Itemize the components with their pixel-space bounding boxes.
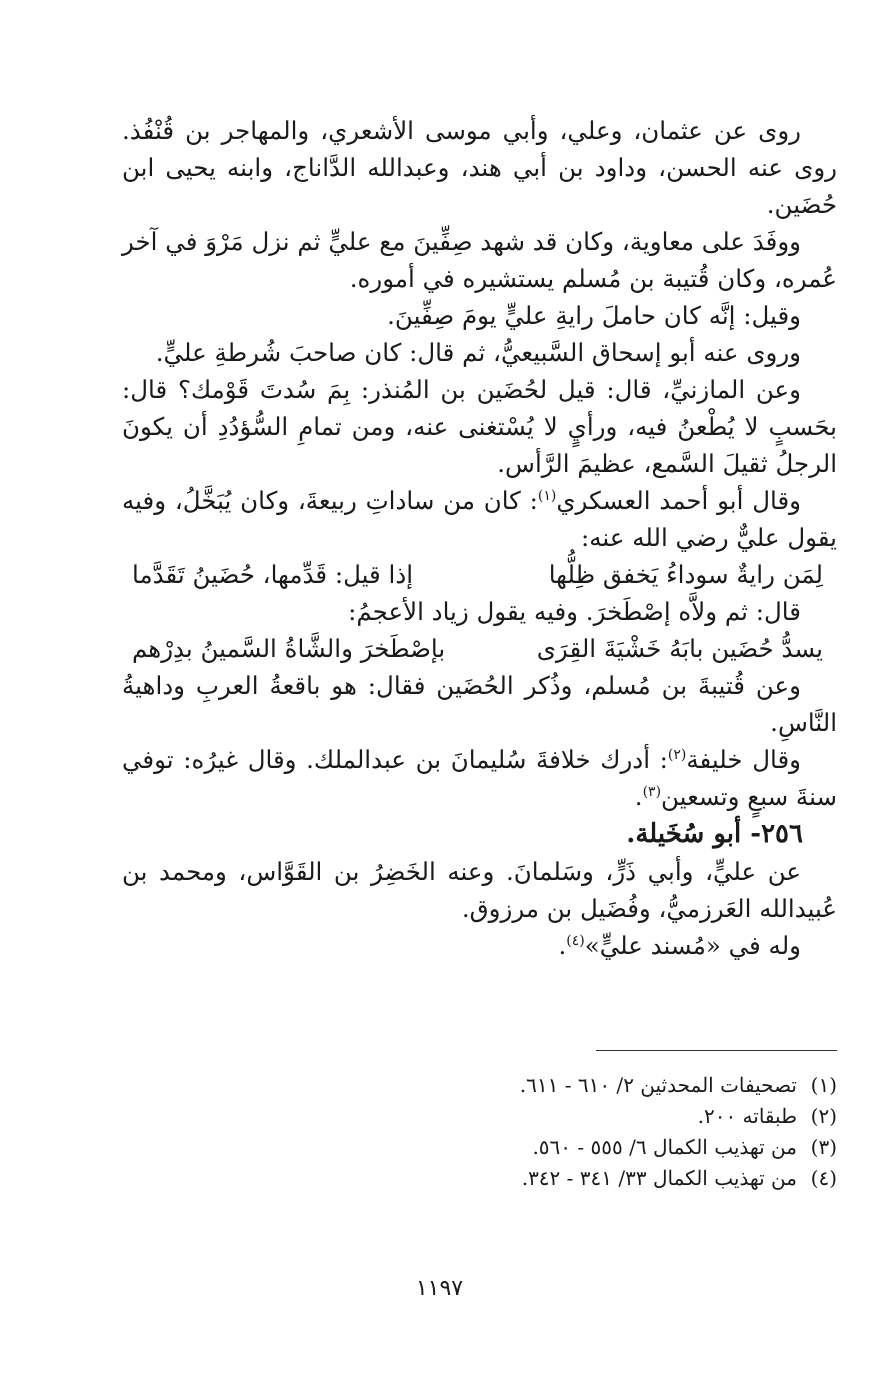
paragraph-banner <box>122 297 837 334</box>
paragraph-khalifa-text-2: : أدرك خلافةَ سُليمانَ بن عبدالملك. وقال غيرُه: توفي سنةَ سبعٍ وتسعين <box>122 745 837 811</box>
footnote-ref-4: (٤) <box>566 932 585 949</box>
paragraph-khalifa-text-1: وقال خليفة <box>686 745 801 774</box>
paragraph-muawiya-text: ووفَدَ على معاوية، وكان قد شهد صِفِّينَ مع عليٍّ ثم نزل مَرْوَ في آخر عُمره، وكان قُتيبة بن مُسلم يستشيره في أموره. <box>122 227 837 293</box>
paragraph-askari <box>122 482 837 556</box>
footnote-4-text: من تهذيب الكمال ٣٣/ ٣٤١ - ٣٤٢. <box>521 1166 797 1190</box>
entry-title: ٢٥٦- أبو سُخَيلة. <box>626 819 803 849</box>
footnote-ref-1: (١) <box>537 487 557 504</box>
paragraph-abu-sukhayla <box>122 853 837 927</box>
footnote-2-text: طبقاته ٢٠٠. <box>697 1104 797 1128</box>
paragraph-mazini-text: وعن المازنيِّ، قال: قيل لحُضَين بن المُنذر: بِمَ سُدتَ قَوْمك؟ قال: بحَسبٍ لا يُطْعنُ فيه، ورأيٍ لا يُسْتغنى عنه، ومن تمامِ السُّؤدُدِ أن يكونَ الرجلُ ثقيلَ السَّمع، عظيمَ الرَّأس. <box>122 375 837 478</box>
main-text <box>122 112 837 964</box>
paragraph-narrators <box>122 112 837 223</box>
paragraph-askari-text-1: وقال أبو أحمد العسكري <box>556 486 801 515</box>
footnote-2 <box>237 1101 837 1132</box>
verse-ziyad <box>122 630 837 667</box>
paragraph-banner-text: وقيل: إنَّه كان حاملَ رايةِ عليٍّ يومَ صِفِّينَ. <box>387 301 801 330</box>
footnote-3-text: من تهذيب الكمال ٦/ ٥٥٥ - ٥٦٠. <box>532 1135 797 1159</box>
paragraph-istakhr <box>122 593 837 630</box>
paragraph-qutayba-text: وعن قُتيبةَ بن مُسلم، وذُكر الحُضَين فقال: هو باقعةُ العربِ وداهيةُ النَّاسِ. <box>122 671 837 737</box>
paragraph-istakhr-text: قال: ثم ولاَّه إصْطَخرَ. وفيه يقول زياد الأعجمُ: <box>348 597 801 626</box>
footnote-1 <box>237 1070 837 1101</box>
verse-ali-first-hemistich: لِمَن رايةٌ سوداءُ يَخفق ظِلُّها <box>548 560 823 589</box>
verse-ziyad-second-hemistich: بإصْطَخرَ والشَّاةُ السَّمينُ بدِرْهم <box>132 634 446 663</box>
footnote-3 <box>237 1132 837 1163</box>
paragraph-musnad-text-2: . <box>558 931 567 960</box>
paragraph-abu-sukhayla-text: عن عليٍّ، وأبي ذَرٍّ، وسَلمانَ. وعنه الخَضِرُ بن القَوَّاس، ومحمد بن عُبيدالله العَرزميُّ، وفُضَيل بن مرزوق. <box>122 857 837 923</box>
footnote-4-number: (٤) <box>810 1166 837 1190</box>
footnote-4 <box>237 1163 837 1194</box>
verse-ali <box>122 556 837 593</box>
footnote-ref-3: (٣) <box>642 783 662 800</box>
paragraph-police <box>122 334 837 371</box>
page-number: ١١٩٧ <box>415 1276 464 1301</box>
footnote-2-number: (٢) <box>810 1104 837 1128</box>
footnote-divider <box>596 1050 837 1051</box>
paragraph-qutayba <box>122 667 837 741</box>
footnote-3-number: (٣) <box>810 1135 837 1159</box>
paragraph-khalifa-text-3: . <box>634 782 643 811</box>
footnotes <box>237 1070 837 1194</box>
paragraph-narrators-text: روى عن عثمان، وعلي، وأبي موسى الأشعري، والمهاجر بن قُنْفُذ. روى عنه الحسن، وداود بن أبي هند، وعبدالله الدَّاناج، وابنه يحيى ابن حُضَين. <box>122 116 837 219</box>
paragraph-khalifa <box>122 741 837 815</box>
paragraph-musnad <box>122 927 837 964</box>
paragraph-askari-text-2: : كان من ساداتِ ربيعةَ، وكان يُبَخَّلُ، وفيه يقول عليٌّ رضي الله عنه: <box>122 486 837 552</box>
paragraph-musnad-text-1: وله في «مُسند عليٍّ» <box>584 931 801 960</box>
footnote-ref-2: (٢) <box>667 746 687 763</box>
footnote-1-number: (١) <box>810 1073 837 1097</box>
footnote-1-text: تصحيفات المحدثين ٢/ ٦١٠ - ٦١١. <box>519 1073 797 1097</box>
paragraph-police-text: وروى عنه أبو إسحاق السَّبيعيُّ، ثم قال: كان صاحبَ شُرطةِ عليٍّ. <box>155 338 801 367</box>
paragraph-muawiya <box>122 223 837 297</box>
verse-ziyad-first-hemistich: يسدُّ حُضَين بابَهُ خَشْيَةَ القِرَى <box>536 634 823 663</box>
paragraph-mazini <box>122 371 837 482</box>
verse-ali-second-hemistich: إذا قيل: قَدِّمها، حُضَينُ تَقَدَّما <box>132 560 414 589</box>
